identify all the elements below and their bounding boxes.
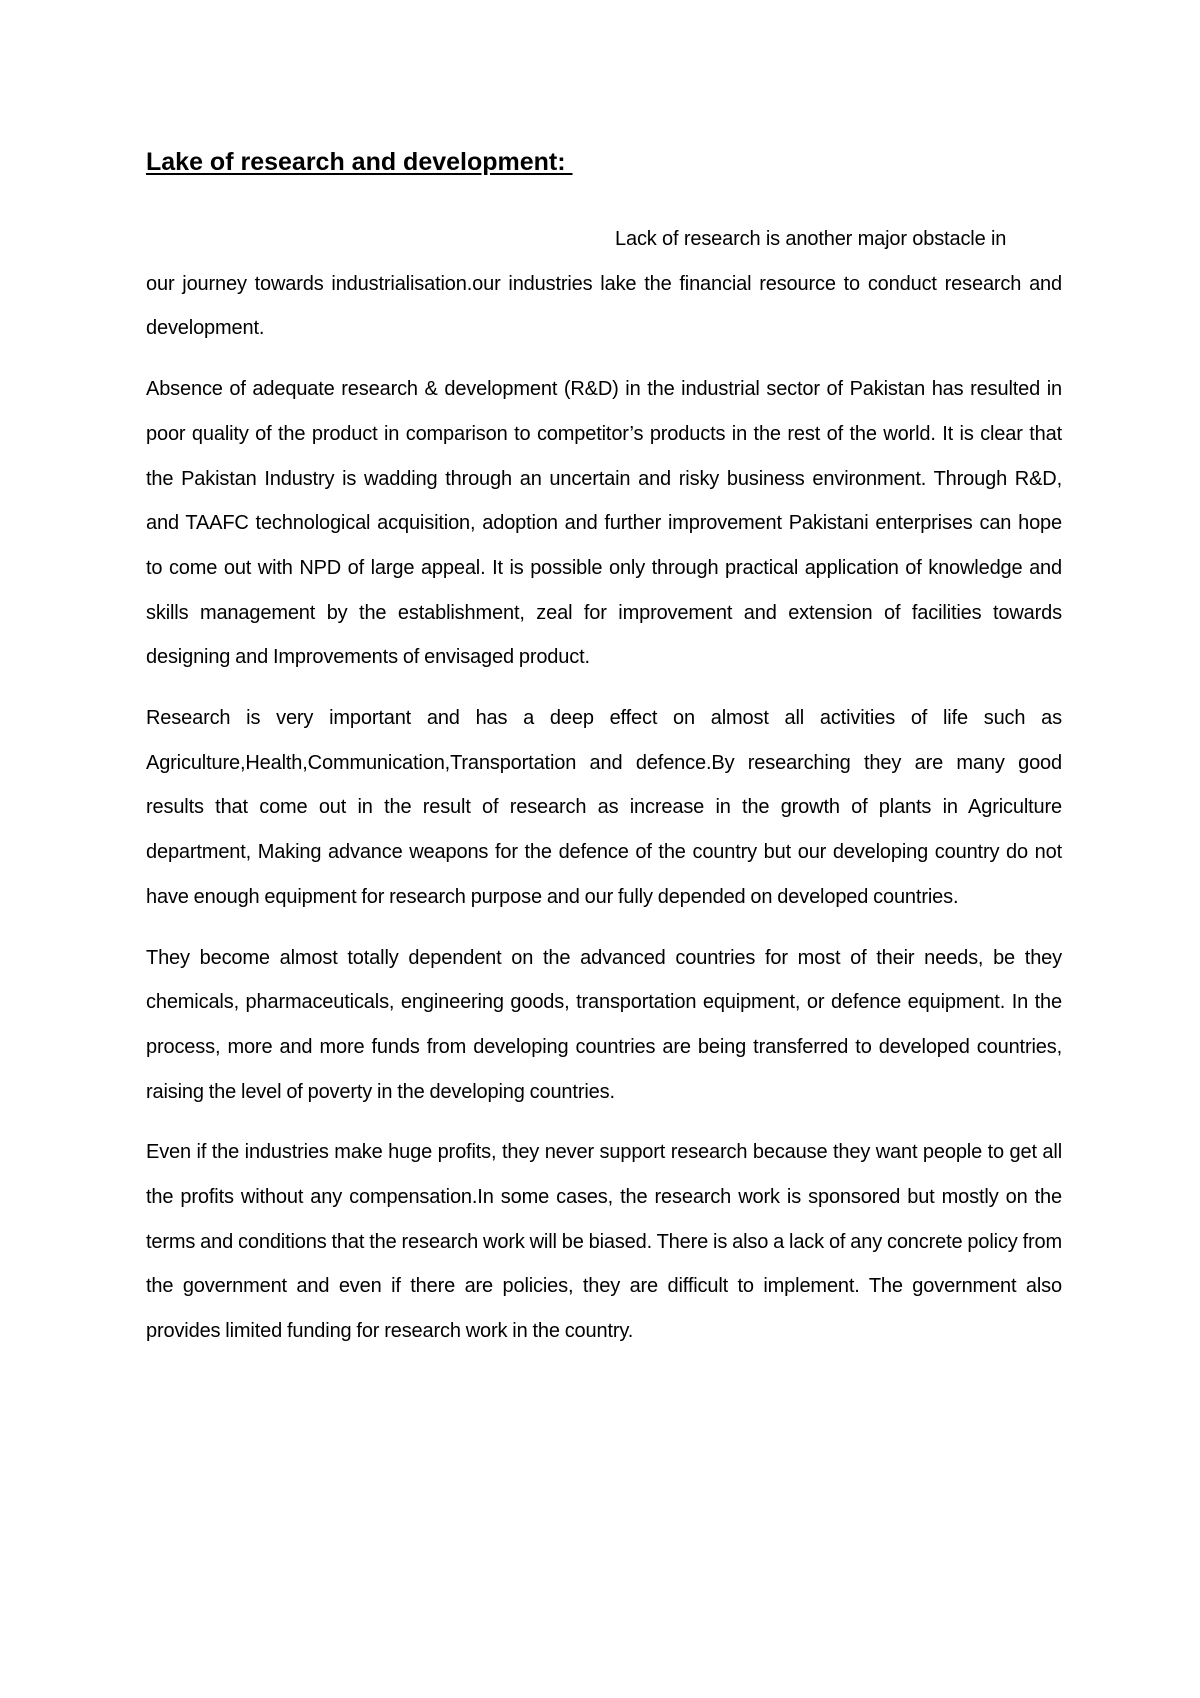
paragraph-spacer <box>146 351 1062 367</box>
document-heading: Lake of research and development: <box>146 148 573 176</box>
paragraph-funding: Even if the industries make huge profits, they never support research because they want people to get all the profits without any compensation.In some cases, the research work is sponsored but mostly on the terms and conditions that the research work will be biased. There is also a lack of any concrete policy from the government and even if there are policies, they are difficult to implement. The government also provides limited funding for research work in the country. <box>146 1141 1062 1343</box>
paragraph-dependence: They become almost totally dependent on the advanced countries for most of their needs, be they chemicals, pharmaceuticals, engineering goods, transportation equipment, or defence equipment. In the process, more and more funds from developing countries are being transferred to developed countries, raising the level of poverty in the developing countries. <box>146 946 1062 1103</box>
paragraph-spacer <box>146 680 1062 696</box>
paragraph-spacer <box>146 1114 1062 1130</box>
paragraph-absence-of-rnd: Absence of adequate research & development (R&D) in the industrial sector of Pakistan has resulted in poor quality of the product in comparison to competitor’s products in the rest of the world. It is clear that the Pakistan Industry is wadding through an uncertain and risky business environment. Through R&D, and TAAFC technological acquisition, adoption and further improvement Pakistani enterprises can hope to come out with NPD of large appeal. It is possible only through practical application of knowledge and skills management by the establishment, zeal for improvement and extension of facilities towards designing and Improvements of envisaged product. <box>146 378 1062 669</box>
paragraph-spacer <box>146 920 1062 936</box>
document-body <box>146 146 1062 1354</box>
intro-paragraph: our journey towards industrialisation.our industries lake the financial resource to conduct research and development. <box>146 272 1062 340</box>
intro-first-line: Lack of research is another major obstacle in <box>615 228 1007 250</box>
paragraph-importance-of-research: Research is very important and has a deep effect on almost all activities of life such as Agriculture,Health,Communication,Transportation and defence.By researching they are many good results that come out in the result of research as increase in the growth of plants in Agriculture department, Making advance weapons for the defence of the country but our developing country do not have enough equipment for research purpose and our fully depended on developed countries. <box>146 707 1062 908</box>
